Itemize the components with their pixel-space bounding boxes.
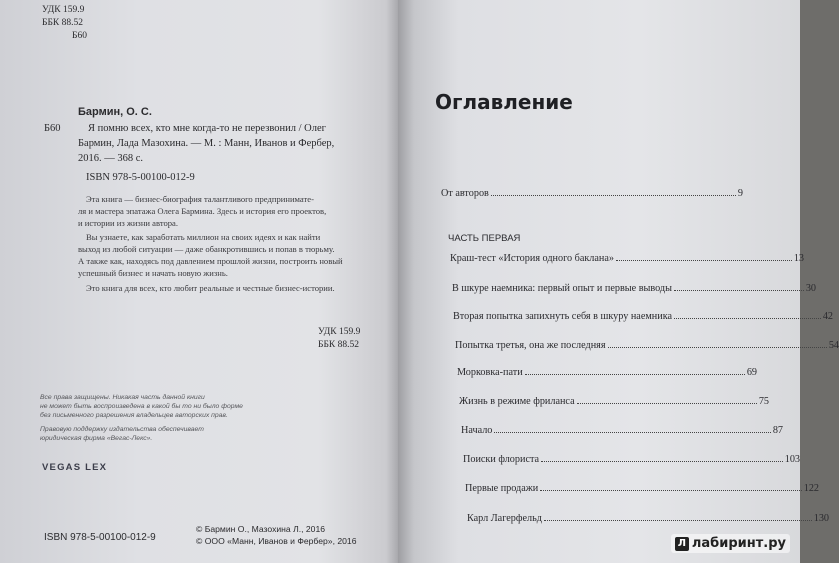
- description-line-3: 2016. — 368 с.: [78, 153, 144, 164]
- annotation-2-line-4: успешный бизнес и начать новую жизнь.: [78, 268, 228, 278]
- toc-entry-title: Начало: [461, 425, 493, 436]
- labirint-watermark: [671, 534, 790, 553]
- toc-leader-dots: [494, 432, 770, 433]
- toc-leader-dots: [616, 260, 792, 261]
- labirint-logo-icon: Л: [675, 537, 689, 551]
- annotation-1-line-2: ля и мастера эпатажа Олега Бармина. Здесь и история его проектов,: [78, 206, 327, 216]
- toc-entry: [459, 396, 769, 407]
- isbn-main: ISBN 978-5-00100-012-9: [86, 172, 195, 183]
- toc-entry-title: Жизнь в режиме фриланса: [459, 396, 575, 407]
- toc-entry: [455, 340, 839, 351]
- toc-leader-dots: [608, 347, 827, 348]
- toc-entry: [450, 253, 804, 264]
- toc-leader-dots: [491, 195, 736, 196]
- toc-entry-page: 9: [737, 188, 743, 199]
- toc-entry-title: Вторая попытка запихнуть себя в шкуру наемника: [453, 311, 673, 322]
- toc-leader-dots: [544, 520, 812, 521]
- copyright-line-1: © Бармин О., Мазохина Л., 2016: [196, 524, 326, 534]
- contents-title: Оглавление: [435, 90, 573, 114]
- footer-isbn: ISBN 978-5-00100-012-9: [44, 532, 156, 543]
- udc-code-bottom: УДК 159.9: [318, 327, 361, 337]
- legal-support-line-1: Правовую поддержку издательства обеспечивает: [40, 426, 204, 433]
- toc-entry: [453, 311, 833, 322]
- toc-entry-page: 42: [822, 311, 833, 322]
- toc-entry-title: В шкуре наемника: первый опыт и первые выводы: [452, 283, 672, 294]
- part-one-label: ЧАСТЬ ПЕРВАЯ: [448, 233, 521, 244]
- toc-entry-page: 54: [828, 340, 839, 351]
- bleed-through-shadow: [573, 92, 577, 112]
- vegas-lex-logo: VEGAS LEX: [42, 462, 108, 473]
- rights-line-1: Все права защищены. Никакая часть данной книги: [40, 394, 205, 401]
- toc-entry-title: Попытка третья, она же последняя: [455, 340, 606, 351]
- toc-entry-title: Краш-тест «История одного баклана»: [450, 253, 614, 264]
- annotation-1-line-3: и истории из жизни автора.: [78, 218, 179, 228]
- udc-code-top: УДК 159.9: [42, 5, 85, 15]
- toc-entry-page: 69: [746, 367, 757, 378]
- copyright-line-2: © ООО «Манн, Иванов и Фербер», 2016: [196, 536, 357, 546]
- annotation-2-line-2: выход из любой ситуации — даже обанкротившись и попав в тюрьму.: [78, 244, 335, 254]
- bbk-code-top: ББК 88.52: [42, 18, 83, 28]
- toc-entry: [441, 188, 743, 199]
- toc-entry: [465, 483, 819, 494]
- annotation-1-line-1: Эта книга — бизнес-биография талантливого предпринимате-: [86, 194, 314, 204]
- toc-leader-dots: [674, 318, 821, 319]
- toc-entry-page: 87: [772, 425, 783, 436]
- rights-line-3: без письменного разрешения владельцев авторских прав.: [40, 412, 228, 419]
- toc-leader-dots: [525, 374, 745, 375]
- toc-entry: [461, 425, 783, 436]
- toc-entry-title: Первые продажи: [465, 483, 539, 494]
- bbk-code-bottom: ББК 88.52: [318, 340, 359, 350]
- toc-entry-page: 13: [793, 253, 804, 264]
- toc-entry-page: 122: [803, 483, 819, 494]
- toc-entry-page: 130: [813, 513, 829, 524]
- toc-entry-title: От авторов: [441, 188, 489, 199]
- toc-leader-dots: [577, 403, 757, 404]
- left-page-imprint: [0, 0, 398, 563]
- description-line-1: Я помню всех, кто мне когда-то не перезвонил / Олег: [88, 123, 326, 134]
- toc-entry: [467, 513, 829, 524]
- toc-leader-dots: [540, 490, 801, 491]
- rights-line-2: не может быть воспроизведена в какой бы то ни было форме: [40, 403, 243, 410]
- toc-entry-page: 103: [784, 454, 800, 465]
- annotation-3: Это книга для всех, кто любит реальные и честные бизнес-истории.: [86, 283, 335, 293]
- catalog-code: Б60: [44, 123, 61, 134]
- author-heading: Бармин, О. С.: [78, 106, 152, 118]
- toc-leader-dots: [674, 290, 804, 291]
- toc-entry: [463, 454, 800, 465]
- toc-entry: [452, 283, 816, 294]
- toc-leader-dots: [541, 461, 783, 462]
- annotation-2-line-3: А также как, находясь под давлением прошлой жизни, построить новый: [78, 256, 343, 266]
- legal-support-line-2: юридическая фирма «Вегас-Лекс».: [40, 435, 153, 442]
- annotation-2-line-1: Вы узнаете, как заработать миллион на своих идеях и как найти: [86, 232, 321, 242]
- description-line-2: Бармин, Лада Мазохина. — М. : Манн, Иванов и Фербер,: [78, 138, 335, 149]
- right-page-contents: [398, 0, 839, 563]
- toc-entry-title: Карл Лагерфельд: [467, 513, 542, 524]
- watermark-text: лабиринт.ру: [691, 536, 786, 551]
- toc-entry-page: 30: [805, 283, 816, 294]
- author-sign-top: Б60: [72, 31, 87, 41]
- toc-entry-page: 75: [758, 396, 769, 407]
- toc-entry: [457, 367, 757, 378]
- toc-entry-title: Морковка-пати: [457, 367, 523, 378]
- toc-entry-title: Поиски флориста: [463, 454, 540, 465]
